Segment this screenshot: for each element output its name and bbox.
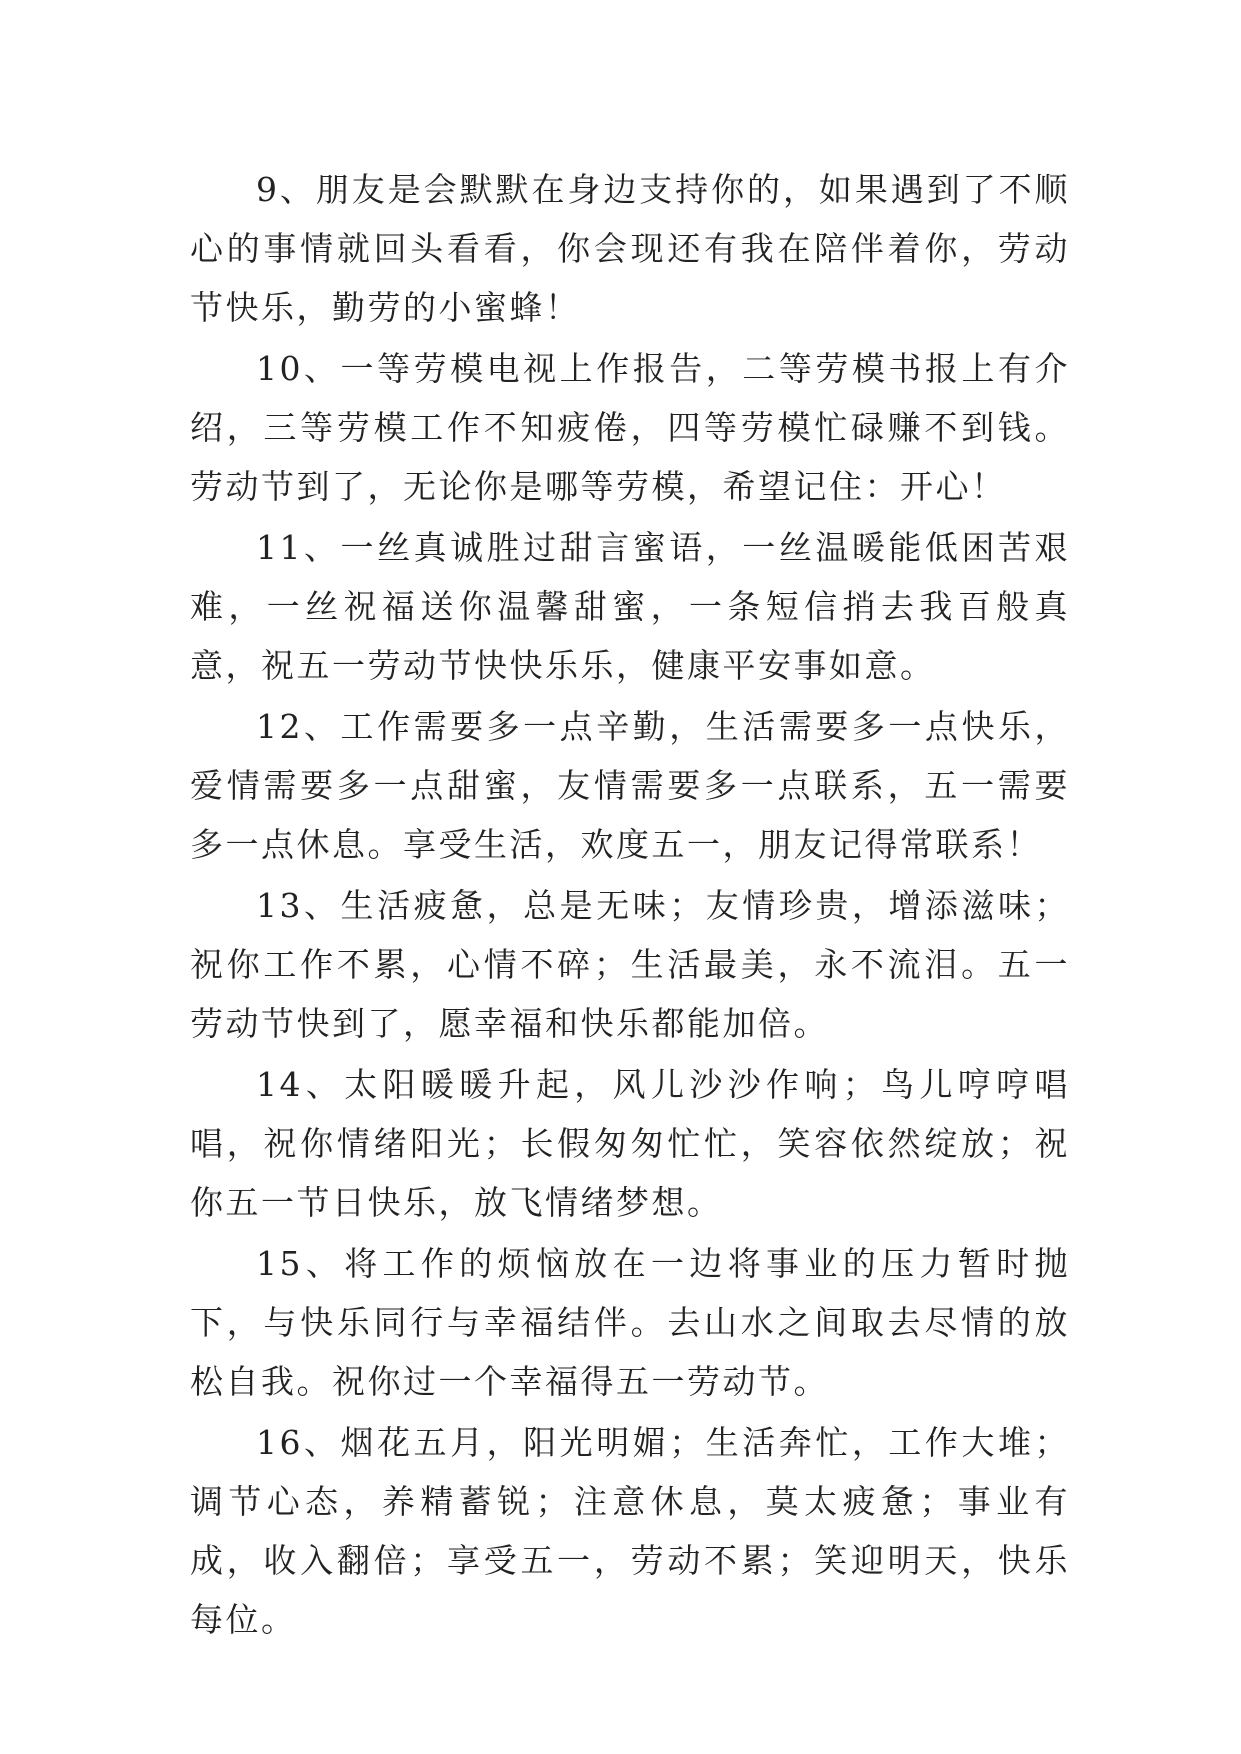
paragraph-10: 10、一等劳模电视上作报告，二等劳模书报上有介绍，三等劳模工作不知疲倦，四等劳模忙碌赚不到钱。劳动节到了，无论你是哪等劳模，希望记住：开心！ xyxy=(190,349,1070,506)
paragraph-15: 15、将工作的烦恼放在一边将事业的压力暂时抛下，与快乐同行与幸福结伴。去山水之间取去尽情的放松自我。祝你过一个幸福得五一劳动节。 xyxy=(190,1244,1070,1401)
paragraph-12: 12、工作需要多一点辛勤，生活需要多一点快乐，爱情需要多一点甜蜜，友情需要多一点联系，五一需要多一点休息。享受生活，欢度五一，朋友记得常联系！ xyxy=(190,707,1070,864)
paragraph-14: 14、太阳暖暖升起，风儿沙沙作响；鸟儿哼哼唱唱，祝你情绪阳光；长假匆匆忙忙，笑容依然绽放；祝你五一节日快乐，放飞情绪梦想。 xyxy=(190,1065,1070,1222)
paragraph-9: 9、朋友是会默默在身边支持你的，如果遇到了不顺心的事情就回头看看，你会现还有我在陪伴着你，劳动节快乐，勤劳的小蜜蜂！ xyxy=(190,170,1070,327)
paragraph-16: 16、烟花五月，阳光明媚；生活奔忙，工作大堆；调节心态，养精蓄锐；注意休息，莫太疲惫；事业有成，收入翻倍；享受五一，劳动不累；笑迎明天，快乐每位。 xyxy=(190,1423,1070,1639)
paragraph-11: 11、一丝真诚胜过甜言蜜语，一丝温暖能低困苦艰难，一丝祝福送你温馨甜蜜，一条短信捎去我百般真意，祝五一劳动节快快乐乐，健康平安事如意。 xyxy=(190,528,1070,685)
paragraph-13: 13、生活疲惫，总是无味；友情珍贵，增添滋味；祝你工作不累，心情不碎；生活最美，永不流泪。五一劳动节快到了，愿幸福和快乐都能加倍。 xyxy=(190,886,1070,1043)
document-body xyxy=(190,160,1070,1651)
